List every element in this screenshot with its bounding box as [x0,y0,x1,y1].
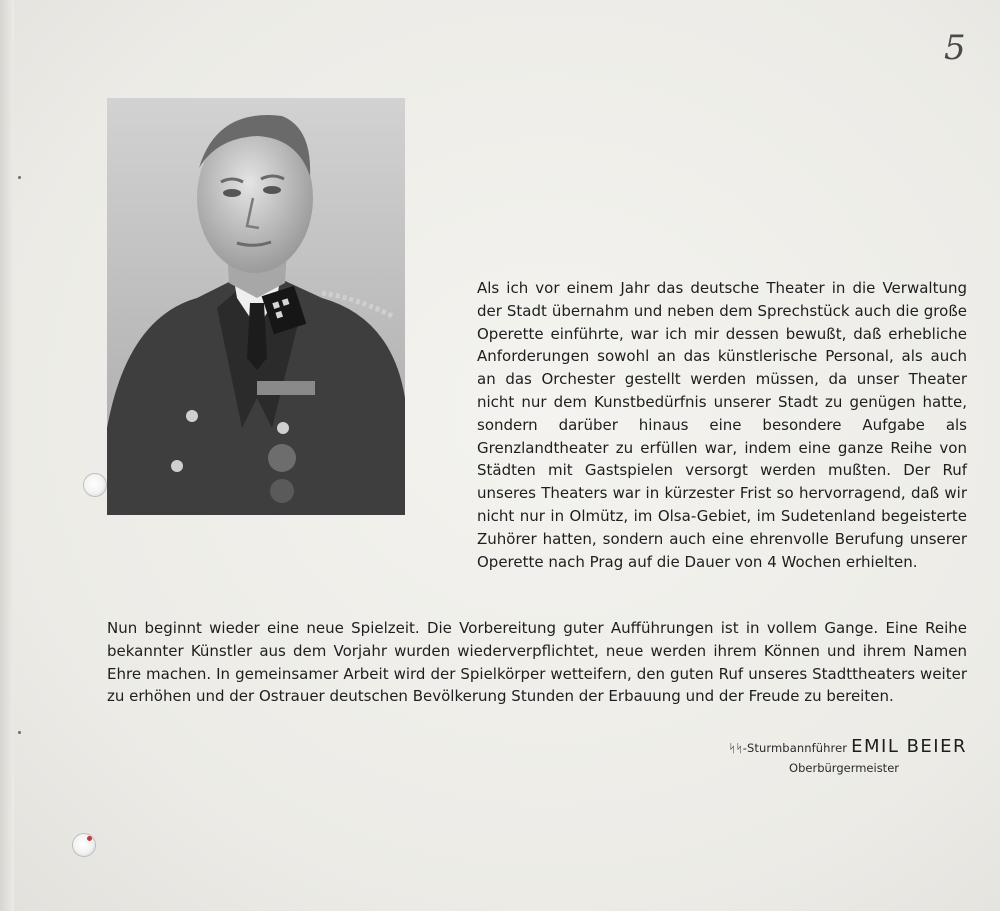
main-paragraph [107,617,967,708]
paragraph-1: Als ich vor einem Jahr das deutsche Theater in die Verwaltung der Stadt übernahm und neben dem Sprechstück auch die große Operette einführte, war ich mir dessen bewußt, daß erhebliche Anforderungen sowohl an das künstlerische Personal, als auch an das Orchester gestellt werden müssen, da unser Theater nicht nur dem Kunstbedürfnis unserer Stadt zu genügen hatte, sondern darüber hinaus eine besondere Aufgabe als Grenzlandtheater zu erfüllen war, indem eine ganze Reihe von Städten mit Gastspielen versorgt werden mußten. Der Ruf unseres Theaters war in kürzester Frist so hervorragend, daß wir nicht nur in Olmütz, im Olsa-Gebiet, im Sudetenland begeisterte Zuhörer hatten, sondern auch eine ehrenvolle Berufung unserer Operette nach Prag auf die Dauer von 4 Wochen erhielten. [477,279,967,571]
page-binding-edge [0,0,14,911]
signature-line [640,736,967,757]
portrait-illustration [107,98,405,515]
paragraph-2: Nun beginnt wieder eine neue Spielzeit. Die Vorbereitung guter Aufführungen ist in vollem Gange. Eine Reihe bekannter Künstler aus dem Vorjahr wurden wiederverpflichtet, neue werden ihrem Können und ihrem Namen Ehre machen. In gemeinsamer Arbeit wird der Spielkörper wetteifern, den guten Ruf unseres Stadttheaters weiter zu erhöhen und der Ostrauer deutschen Bevölkerung Stunden der Erbauung und der Freude zu bereiten. [107,619,967,706]
signature-block [640,736,967,775]
intro-paragraph [477,277,967,573]
paper-speck [18,176,21,179]
signature-title: Oberbürgermeister [789,761,899,775]
portrait-photo [107,98,405,515]
punch-hole [73,834,95,856]
paper-speck [18,731,21,734]
page-number: 5 [944,28,966,68]
signature-rank: ᛋᛋ-Sturmbannführer [728,741,848,755]
punch-hole [84,474,106,496]
signature-name: EMIL BEIER [851,736,967,757]
